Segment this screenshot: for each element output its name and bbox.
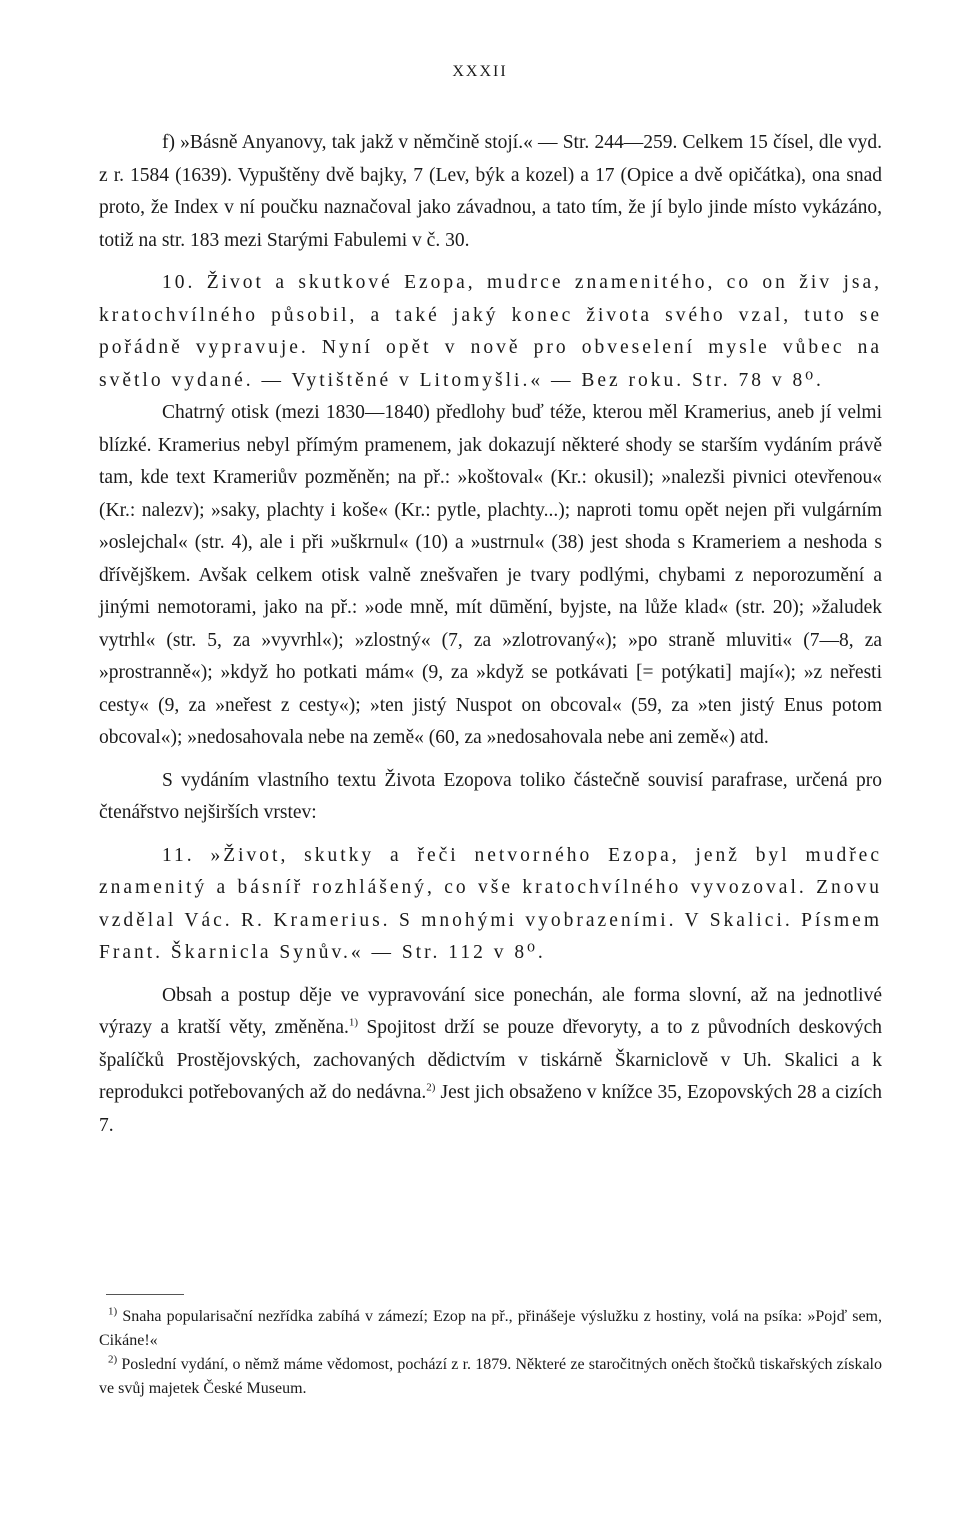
footnote-2 — [99, 1353, 882, 1401]
footnote-1 — [99, 1305, 882, 1353]
obsah-text-2: Spojitost drží se pouze dřevoryty, a to z původních deskových špalíčků Prostějovských, zachovaných dědictvím v tiskárně Škarniclově v Uh. Skalici a k reprodukci potřebovaných až do nedávna. — [99, 1017, 882, 1103]
paragraph-f-entry: f) »Básně Anyanovy, tak jakž v němčině stojí.« — Str. 244—259. Celkem 15 čísel, dle vyd. z r. 1584 (1639). Vypuštěny dvě bajky, 7 (Lev, býk a kozel) a 17 (Opice a dvě opičátka), ona snad proto, že Index v ní poučku naznačoval jako závadnou, a tato tím, že jí bylo jinde místo vykázáno, totiž na str. 183 mezi Starými Fabulemi v č. 30. — [99, 132, 882, 251]
paragraph-obsah — [99, 980, 882, 1143]
obsah-text-1: Obsah a postup děje ve vypravování sice ponechán, ale forma slovní, až na jednotlivé výrazy a kratší věty, změněna. — [99, 984, 882, 1038]
paragraph-chatrny: Chatrný otisk (mezi 1830—1840) předlohy buď téže, kterou měl Kramerius, aneb jí velmi blízké. Kramerius nebyl přímým pramenem, jak dokazují některé shody se starším vydáním právě tam, kde text Krameriův pozměněn; na př.: »koštoval« (Kr.: okusil); »nalezši pivnici otevřenou« (Kr.: nalezv); »saky, plachty i koše« (Kr.: pytle, plachty...); naproti tomu opět nejen při vulgárním »oslejchal« (str. 4), ale i při »uškrnul« (10) a »ustrnul« (38) jest shoda s Krameriem a neshoda s dřívějškem. Avšak celkem otisk valně znešvařen je tvary podlými, chybami z neporozumění a jinými nemotorami, jako na př.: »ode mně, mít dūmění, byjste, na lůže klad« (str. 20); »žaludek vytrhl« (str. 5, za »vyvrhl«); »zlostný« (7, za »zlotrovaný«); »po straně mluviti« (7—8, za »prostranně«); »když ho potkati mám« (9, za »když se potkávati [= potýkati] mají«); »z neřesti cesty« (9, za »neřest z cesty«); »ten jistý Nuspot on obcoval« (59, za »ten jistý Enus potom obcoval«); »nedosahovala nebe na země« (60, za »nedosahovala nebe ani země«) atd. — [99, 402, 882, 748]
footnote-divider — [106, 1294, 184, 1295]
body-text — [99, 127, 882, 1142]
footnote-mark: 1) — [108, 1305, 118, 1318]
footnote-text: Poslední vydání, o němž máme vědomost, pochází z r. 1879. Některé ze staročitných oněch štočků tiskařských získalo ve svůj majetek České Museum. — [99, 1356, 882, 1397]
footnotes — [99, 1294, 882, 1401]
footnote-text: Snaha popularisační nezřídka zabíhá v zámezí; Ezop na př., přinášeje výslužku z hostiny, volá na psíka: »Pojď sem, Cikáne!« — [99, 1308, 882, 1349]
footnote-mark: 2) — [108, 1353, 118, 1366]
paragraph-entry-11: 11. »Život, skutky a řeči netvorného Ezopa, jenž byl mudřec znamenitý a básníř rozhlášený, co vše kratochvílného vyvozoval. Znovu vzdělal Vác. R. Kramerius. S mnohými vyobrazeními. V Skalici. Písmem Frant. Škarnicla Synův.« — Str. 112 v 8⁰. — [99, 844, 882, 963]
footnote-ref-2: 2) — [426, 1081, 436, 1094]
page-number: XXXII — [452, 63, 508, 80]
obsah-text-3: Jest jich obsaženo v knížce 35, Ezopovských 28 a cizích 7. — [99, 1082, 882, 1136]
paragraph-entry-10: 10. Život a skutkové Ezopa, mudrce znamenitého, co on živ jsa, kratochvílného působil, a také jaký konec života svého vzal, tuto se pořádně vypravuje. Nyní opět v nově pro obveselení mysle vůbec na světlo vydané. — Vytištěné v Litomyšli.« — Bez roku. Str. 78 v 8⁰. — [99, 272, 882, 391]
paragraph-vydanim: S vydáním vlastního textu Života Ezopova toliko částečně souvisí parafrase, určená pro čtenářstvo nejširších vrstev: — [99, 769, 882, 823]
footnote-ref-1: 1) — [348, 1016, 359, 1029]
